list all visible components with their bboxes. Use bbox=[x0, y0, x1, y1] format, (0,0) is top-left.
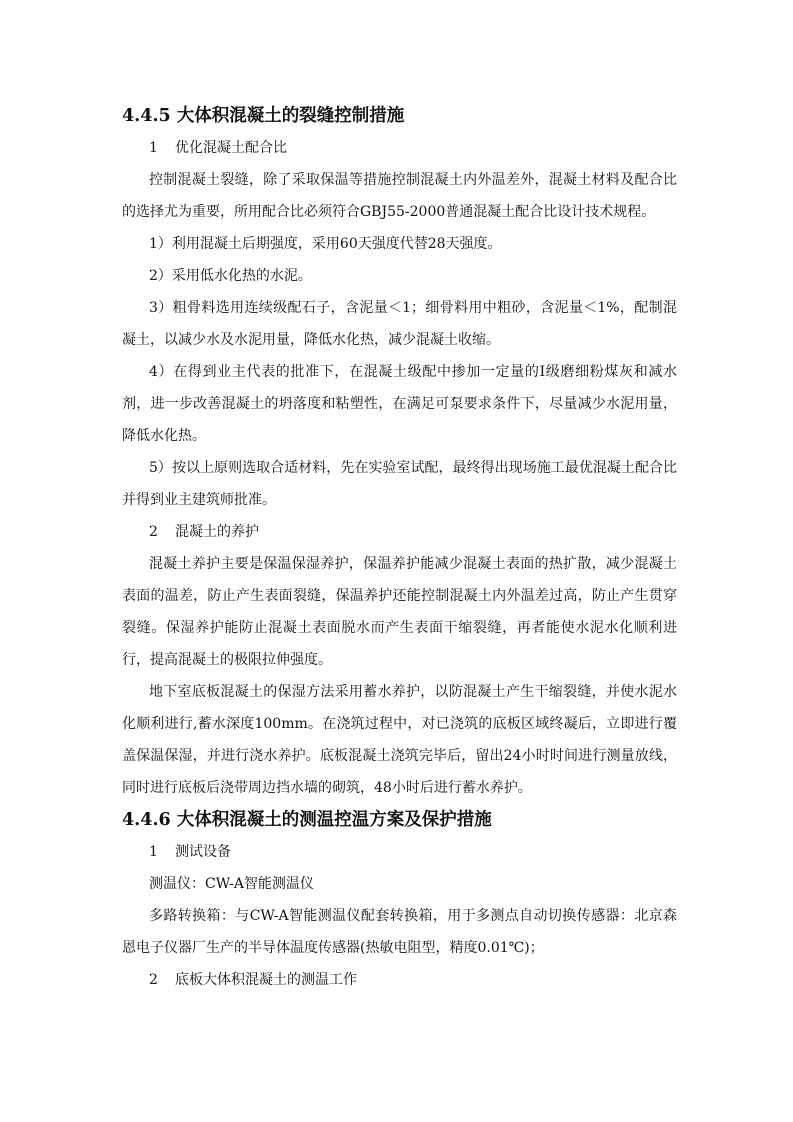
section-heading-445: 4.4.5 大体积混凝土的裂缝控制措施 bbox=[122, 106, 405, 126]
paragraph: 测温仪：CW-A智能测温仪 bbox=[149, 876, 314, 892]
paragraph: 3）粗骨料选用连续级配石子，含泥量＜1；细骨料用中粗砂，含泥量＜1%，配制混凝土，以减少水及水泥用量，降低水化热，减少混凝土收缩。 bbox=[122, 300, 677, 348]
subsection-label: 优化混凝土配合比 bbox=[175, 140, 287, 156]
subsection-number: 2 bbox=[149, 524, 158, 540]
subsection-number: 2 bbox=[149, 972, 158, 988]
subsection-number: 1 bbox=[149, 844, 158, 860]
paragraph: 混凝土养护主要是保温保湿养护，保温养护能减少混凝土表面的热扩散，减少混凝土表面的温差，防止产生表面裂缝，保温养护还能控制混凝土内外温差过高，防止产生贯穿裂缝。保湿养护能防止混凝土表面脱水而产生表面干缩裂缝，再者能使水泥水化顺利进行，提高混凝土的极限拉伸强度。 bbox=[122, 556, 677, 668]
subsection-label: 测试设备 bbox=[175, 844, 231, 860]
subsection-title bbox=[122, 964, 677, 996]
subsection-number: 1 bbox=[149, 140, 158, 156]
paragraph: 1）利用混凝土后期强度，采用60天强度代替28天强度。 bbox=[149, 236, 502, 252]
paragraph: 控制混凝土裂缝，除了采取保温等措施控制混凝土内外温差外，混凝土材料及配合比的选择尤为重要，所用配合比必须符合GBJ55-2000普通混凝土配合比设计技术规程。 bbox=[122, 172, 677, 220]
paragraph: 地下室底板混凝土的保湿方法采用蓄水养护，以防混凝土产生干缩裂缝，并使水泥水化顺利进行,蓄水深度100mm。在浇筑过程中，对已浇筑的底板区域终凝后，立即进行覆盖保温保湿，并进行浇水养护。底板混凝土浇筑完毕后，留出24小时时间进行测量放线，同时进行底板后浇带周边挡水墙的砌筑，48小时后进行蓄水养护。 bbox=[122, 684, 677, 796]
document-page bbox=[122, 100, 677, 996]
paragraph: 多路转换箱：与CW-A智能测温仪配套转换箱，用于多测点自动切换传感器：北京森恩电子仪器厂生产的半导体温度传感器(热敏电阻型，精度0.01℃)； bbox=[122, 908, 677, 956]
subsection-title bbox=[122, 836, 677, 868]
paragraph: 4）在得到业主代表的批准下，在混凝土级配中掺加一定量的Ⅰ级磨细粉煤灰和减水剂，进一步改善混凝土的坍落度和粘塑性，在满足可泵要求条件下，尽量减少水泥用量，降低水化热。 bbox=[122, 364, 677, 444]
subsection-title bbox=[122, 516, 677, 548]
subsection-label: 混凝土的养护 bbox=[175, 524, 259, 540]
section-heading-446: 4.4.6 大体积混凝土的测温控温方案及保护措施 bbox=[122, 810, 492, 830]
subsection-title bbox=[122, 132, 677, 164]
paragraph: 2）采用低水化热的水泥。 bbox=[149, 268, 312, 284]
paragraph: 5）按以上原则选取合适材料，先在实验室试配，最终得出现场施工最优混凝土配合比并得到业主建筑师批准。 bbox=[122, 460, 677, 508]
subsection-label: 底板大体积混凝土的测温工作 bbox=[175, 972, 357, 988]
